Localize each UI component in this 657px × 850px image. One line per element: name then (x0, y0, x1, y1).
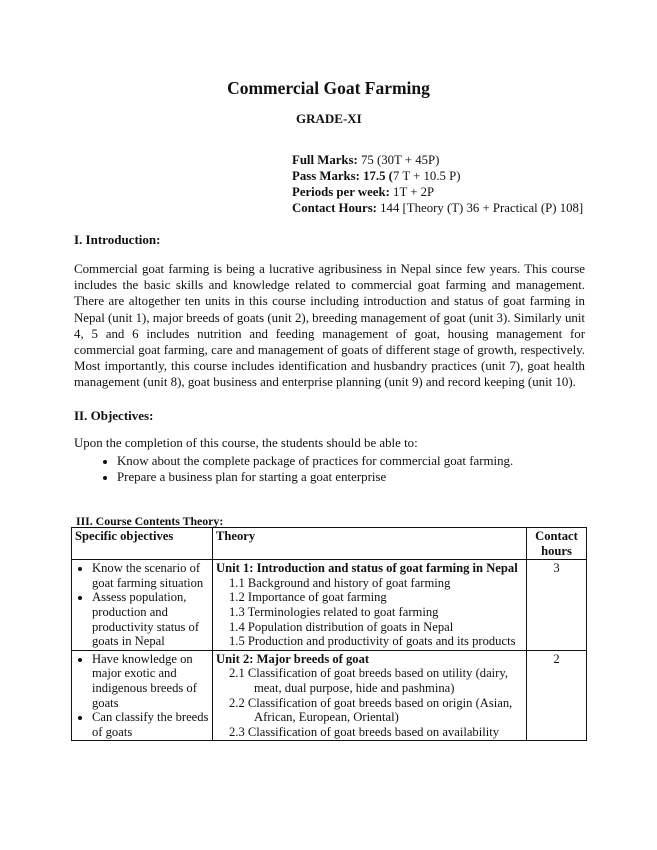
course-contents-heading: III. Course Contents Theory: (76, 514, 224, 528)
topic: 1.5 Production and productivity of goats and its products (229, 634, 516, 649)
table-row (72, 560, 587, 651)
specific-objectives-cell (72, 650, 213, 741)
column-header-specific-objectives: Specific objectives (72, 528, 213, 560)
document-title: Commercial Goat Farming (227, 78, 430, 98)
table-header-row (72, 528, 587, 560)
column-header-theory: Theory (213, 528, 527, 560)
specific-objective: • Have knowledge on major exotic and indigenous breeds of goats (92, 652, 209, 710)
full-marks-value: 75 (30T + 45P) (357, 153, 440, 167)
topic: 2.2 Classification of goat breeds based on origin (Asian, African, European, Oriental) (229, 695, 513, 725)
pass-marks (292, 168, 583, 184)
pass-marks-value: 7 T + 10.5 P) (392, 169, 461, 183)
topic: 1.3 Terminologies related to goat farming (229, 604, 439, 619)
periods-label: Periods per week: (292, 185, 390, 199)
specific-objectives-cell (72, 560, 213, 651)
introduction-heading: I. Introduction: (74, 232, 161, 247)
topic: 1.1 Background and history of goat farming (229, 575, 451, 590)
objectives-list (90, 453, 513, 485)
full-marks-label: Full Marks: (292, 153, 358, 167)
contact-hours-value: 144 [Theory (T) 36 + Practical (P) 108] (376, 201, 584, 215)
topic: 1.4 Population distribution of goats in Nepal (229, 619, 454, 634)
objective-item: • Know about the complete package of practices for commercial goat farming. (117, 453, 513, 469)
marks-info (292, 152, 583, 216)
objectives-lead: Upon the completion of this course, the students should be able to: (74, 436, 418, 450)
objective-item: • Prepare a business plan for starting a goat enterprise (117, 469, 513, 485)
objectives-heading: II. Objectives: (74, 408, 154, 423)
grade-label: GRADE-XI (296, 111, 362, 126)
unit-title: Unit 1: Introduction and status of goat farming in Nepal (216, 561, 518, 576)
periods-value: 1T + 2P (389, 185, 435, 199)
topic: 1.2 Importance of goat farming (229, 590, 387, 605)
contact-hours (292, 200, 583, 216)
topic: 2.1 Classification of goat breeds based on utility (dairy, meat, dual purpose, hide and pashmina) (229, 666, 508, 695)
theory-cell (213, 560, 527, 651)
contact-hours-cell: 2 (527, 650, 587, 741)
table-row (72, 650, 587, 741)
full-marks (292, 152, 583, 168)
topic: 2.3 Classification of goat breeds based on availability (229, 724, 499, 739)
course-contents-table (71, 527, 587, 741)
contact-hours-cell: 3 (527, 560, 587, 651)
introduction-text: Commercial goat farming is being a lucrative agribusiness in Nepal since few years. This course includes the basic skills and knowledge related to commercial goat farming and management. There are altogether ten units in this course including introduction and status of goat farming in Nepal (unit 1), major breeds of goats (unit 2), breeding management of goat (unit 3). Similarly unit 4, 5 and 6 includes nutrition and feeding management of goat, housing management for commercial goat farming, care and management of goats of different stage of growth, respectively. Most importantly, this course includes identification and husbandry practices (unit 7), goat health management (unit 8), goat business and enterprise planning (unit 9) and record keeping (unit 10). (74, 262, 585, 390)
contact-hours-label: Contact Hours: (292, 201, 377, 215)
pass-marks-label: Pass Marks: (292, 169, 360, 183)
unit-title: Unit 2: Major breeds of goat (216, 651, 370, 666)
specific-objective: • Can classify the breeds of goats (92, 710, 209, 739)
specific-objective: • Assess population, production and productivity status of goats in Nepal (92, 590, 209, 648)
column-header-contact-hours: Contact hours (527, 528, 587, 560)
specific-objective: • Know the scenario of goat farming situation (92, 561, 209, 590)
pass-marks-bold-value: 17.5 ( (359, 169, 393, 183)
periods-per-week (292, 184, 583, 200)
theory-cell (213, 650, 527, 741)
